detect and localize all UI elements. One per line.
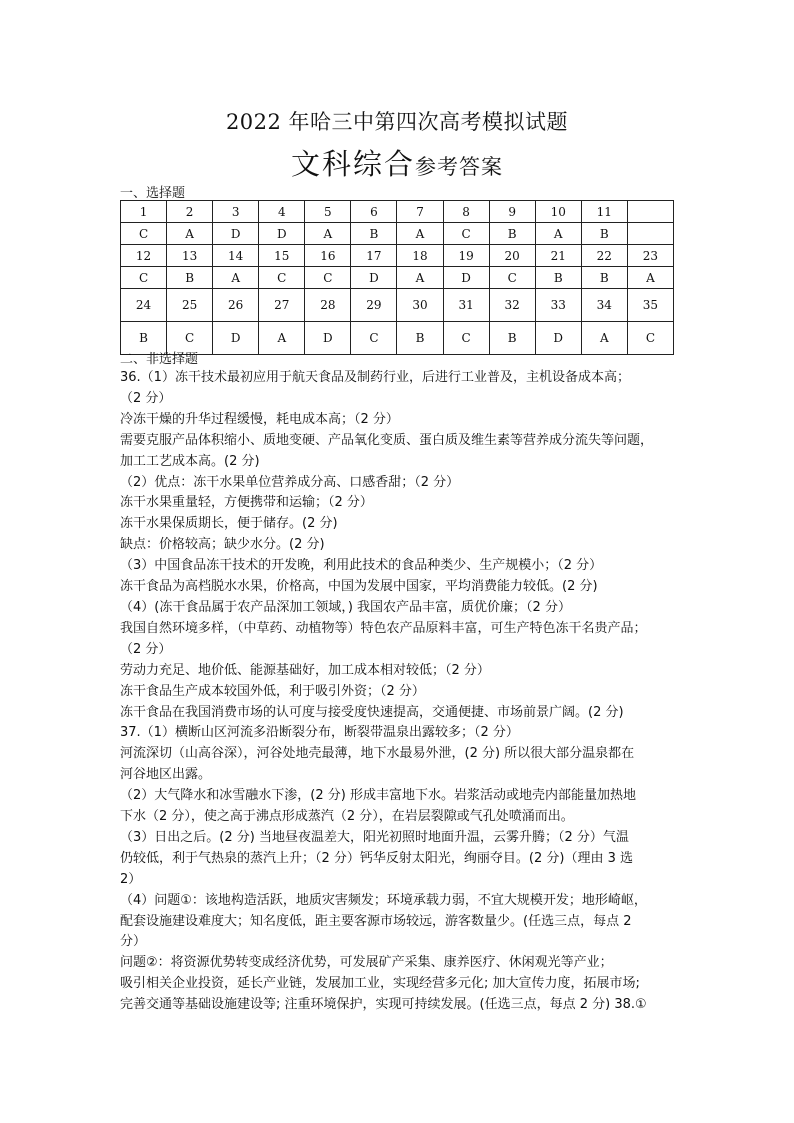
answer-table-cell: 14 [213,245,259,267]
answer-table-cell: D [213,223,259,245]
answer-table-cell: A [397,223,443,245]
answer-table-row [121,289,674,322]
answer-table-cell: 15 [259,245,305,267]
answer-text-line: 加工工艺成本高。(2 分) [120,453,260,469]
answer-table-cell: A [581,322,627,355]
answer-text-line: （3）日出之后。(2 分) 当地昼夜温差大，阳光初照时地面升温，云雾升腾；（2 分）气温 [120,829,629,845]
answer-table-cell: C [627,322,673,355]
answer-table-cell: 12 [121,245,167,267]
answer-table-cell: 18 [397,245,443,267]
answer-table-cell: B [397,322,443,355]
answer-table-cell: B [489,322,535,355]
answer-text-line: 河流深切（山高谷深），河谷处地壳最薄，地下水最易外泄，(2 分) 所以很大部分温泉都在 [120,746,635,762]
answer-text-line: 我国自然环境多样，（中草药、动植物等）特色农产品原料丰富，可生产特色冻干名贵产品； [120,620,647,636]
answer-table-cell: 6 [351,201,397,223]
section-heading-choice: 一、选择题 [120,186,186,201]
answer-table-cell: A [259,322,305,355]
answer-table-cell: 27 [259,289,305,322]
answer-table-cell: 19 [443,245,489,267]
answer-table-cell: C [167,322,213,355]
answer-text-line: 冻干水果重量轻，方便携带和运输；（2 分） [120,495,373,511]
answer-table-cell: 10 [535,201,581,223]
answer-table-cell: D [259,223,305,245]
answer-table-cell: D [213,322,259,355]
answer-table-cell: 35 [627,289,673,322]
answer-table-cell: 16 [305,245,351,267]
answer-text-line: （3）中国食品冻干技术的开发晚，利用此技术的食品种类少、生产规模小；（2 分） [120,558,603,574]
answer-table-cell: D [305,322,351,355]
answer-table-cell: 17 [351,245,397,267]
page-subtitle [0,142,794,183]
answer-text-line: 分） [120,934,147,950]
answer-text-line: 劳动力充足、地价低、能源基础好，加工成本相对较低；（2 分） [120,662,490,678]
answer-text-line: 37.（1）横断山区河流多沿断裂分布，断裂带温泉出露较多；（2 分） [120,725,519,741]
answer-text-line: 仍较低，利于气热泉的蒸汽上升；（2 分）钙华反射太阳光，绚丽夺目。(2 分)（理由 3 选 [120,850,633,866]
answer-table-cell: 5 [305,201,351,223]
answer-table-cell: A [167,223,213,245]
answer-table-cell: A [627,267,673,289]
answer-table-cell: 32 [489,289,535,322]
answer-text-line: （2 分） [120,390,172,406]
answer-table-cell: 3 [213,201,259,223]
answer-table-cell: 4 [259,201,305,223]
answer-table-cell: 7 [397,201,443,223]
answer-text-line: 完善交通等基础设施建设等; 注重环境保护，实现可持续发展。(任选三点，每点 2 分) 38.① [120,997,647,1013]
answer-text-line: 吸引相关企业投资，延长产业链，发展加工业，实现经营多元化; 加大宣传力度，拓展市场; [120,976,640,992]
answer-text-line: 36.（1）冻干技术最初应用于航天食品及制药行业，后进行工业普及，主机设备成本高； [120,370,630,385]
answer-text-line: 需要克服产品体积缩小、质地变硬、产品氧化变质、蛋白质及维生素等营养成分流失等问题， [120,432,654,448]
answer-table-cell: A [213,267,259,289]
answer-table-cell: B [535,267,581,289]
answer-table-row [121,201,674,223]
answer-table-cell: B [351,223,397,245]
answer-table-cell: 30 [397,289,443,322]
answer-table-cell: C [443,223,489,245]
answer-table-cell: 29 [351,289,397,322]
subtitle-main: 文科综合 [290,147,415,181]
subtitle-small: 参考答案 [415,155,503,179]
answer-table-cell: 13 [167,245,213,267]
answer-table-cell: C [121,267,167,289]
answer-table-cell: 25 [167,289,213,322]
answer-text-line: （2）优点：冻干水果单位营养成分高、口感香甜；（2 分） [120,474,460,490]
answer-table-cell: 24 [121,289,167,322]
section-heading-non-choice: 二、非选择题 [120,352,199,367]
answer-text-line: （2）大气降水和冰雪融水下渗，(2 分) 形成丰富地下水。岩浆活动或地壳内部能量加热地 [120,788,636,804]
answer-table-cell: B [489,223,535,245]
answer-table-cell: 28 [305,289,351,322]
answer-table-cell: B [581,223,627,245]
answer-text-line: （4）(冻干食品属于农产品深加工领域，) 我国农产品丰富，质优价廉；（2 分） [120,599,571,615]
answer-text-line: （2 分） [120,641,172,657]
answer-table-cell: 2 [167,201,213,223]
answer-table-cell: 1 [121,201,167,223]
answer-table-cell: A [397,267,443,289]
answer-table-cell: D [443,267,489,289]
answer-text-line: （4）问题①：该地构造活跃，地质灾害频发；环境承载力弱，不宜大规模开发；地形崎岖， [120,892,647,908]
answer-text-line: 2） [120,871,142,887]
answer-table-cell: D [351,267,397,289]
answer-table-cell: B [581,267,627,289]
answer-table-row [121,223,674,245]
answer-text-line: 冻干水果保质期长，便于储存。(2 分) [120,516,338,532]
answer-table-cell: 23 [627,245,673,267]
answer-table-cell: C [305,267,351,289]
answer-text-body [120,368,680,1016]
answer-table-cell: 31 [443,289,489,322]
answer-table-cell: D [535,322,581,355]
answer-table-cell: C [489,267,535,289]
answer-table-cell: C [259,267,305,289]
answer-text-line: 冷冻干燥的升华过程缓慢，耗电成本高；（2 分） [120,411,399,427]
page-title: 2022 年哈三中第四次高考模拟试题 [225,110,569,134]
answer-table-cell: A [305,223,351,245]
answer-table-cell [627,201,673,223]
answer-table-row [121,322,674,355]
answer-table-cell: 22 [581,245,627,267]
answer-text-line: 下水（2 分），使之高于沸点形成蒸汽（2 分），在岩层裂隙或气孔处喷涌而出。 [120,809,574,825]
answer-text-line: 缺点：价格较高；缺少水分。(2 分) [120,537,325,553]
answer-text-line: 配套设施建设难度大；知名度低，距主要客源市场较远，游客数量少。(任选三点，每点 2 [120,913,632,929]
answer-table-cell: 34 [581,289,627,322]
answer-table-cell: A [535,223,581,245]
answer-text-line: 冻干食品生产成本较国外低，利于吸引外资；（2 分） [120,683,425,699]
answer-table [120,200,674,355]
answer-table-cell: B [167,267,213,289]
answer-table-row [121,267,674,289]
answer-table-cell: 9 [489,201,535,223]
answer-text-line: 问题②：将资源优势转变成经济优势，可发展矿产采集、康养医疗、休闲观光等产业； [120,955,613,971]
answer-text-line: 冻干食品为高档脱水水果，价格高，中国为发展中国家，平均消费能力较低。(2 分) [120,579,598,595]
answer-table-cell [627,223,673,245]
answer-table-cell: 11 [581,201,627,223]
answer-text-line: 冻干食品在我国消费市场的认可度与接受度快速提高，交通便捷、市场前景广阔。(2 分) [120,704,624,720]
answer-table-cell: C [121,223,167,245]
answer-table-cell: 20 [489,245,535,267]
answer-table-cell: C [443,322,489,355]
answer-table-cell: C [351,322,397,355]
answer-table-cell: B [121,322,167,355]
answer-table-cell: 26 [213,289,259,322]
answer-table-cell: 33 [535,289,581,322]
answer-table-cell: 21 [535,245,581,267]
answer-table-row [121,245,674,267]
answer-table-cell: 8 [443,201,489,223]
answer-text-line: 河谷地区出露。 [120,767,212,783]
